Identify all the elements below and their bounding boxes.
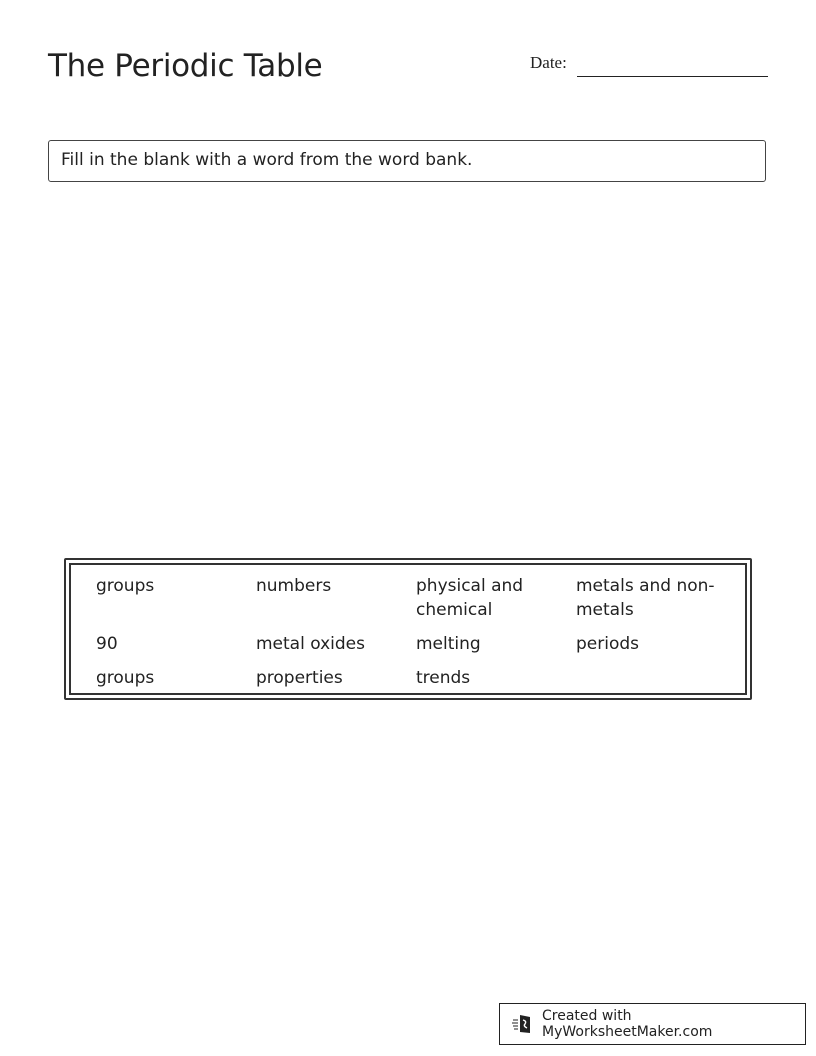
worksheet-maker-logo-icon xyxy=(512,1013,534,1035)
word-bank-item: metal oxides xyxy=(256,634,365,654)
page-title: The Periodic Table xyxy=(48,48,323,84)
word-bank-item: groups xyxy=(96,668,155,688)
instructions-box xyxy=(48,140,766,182)
word-bank xyxy=(64,558,752,700)
word-bank-item: physical and chemical xyxy=(416,576,524,620)
word-bank-item: melting xyxy=(416,634,481,654)
footer-credit xyxy=(499,1003,806,1045)
word-bank-item: trends xyxy=(416,668,471,688)
date-label: Date: xyxy=(530,53,567,72)
word-bank-item: numbers xyxy=(256,576,332,596)
word-bank-item: periods xyxy=(576,634,640,654)
word-bank-grid xyxy=(96,574,736,690)
footer-text: Created with MyWorksheetMaker.com xyxy=(542,1008,713,1040)
word-bank-item: 90 xyxy=(96,634,118,654)
word-bank-item: groups xyxy=(96,576,155,596)
word-bank-item: metals and non-metals xyxy=(576,576,715,620)
word-bank-inner-border xyxy=(69,563,747,695)
date-blank-line xyxy=(577,76,768,77)
instructions-text: Fill in the blank with a word from the word bank. xyxy=(61,150,473,170)
word-bank-item: properties xyxy=(256,668,343,688)
